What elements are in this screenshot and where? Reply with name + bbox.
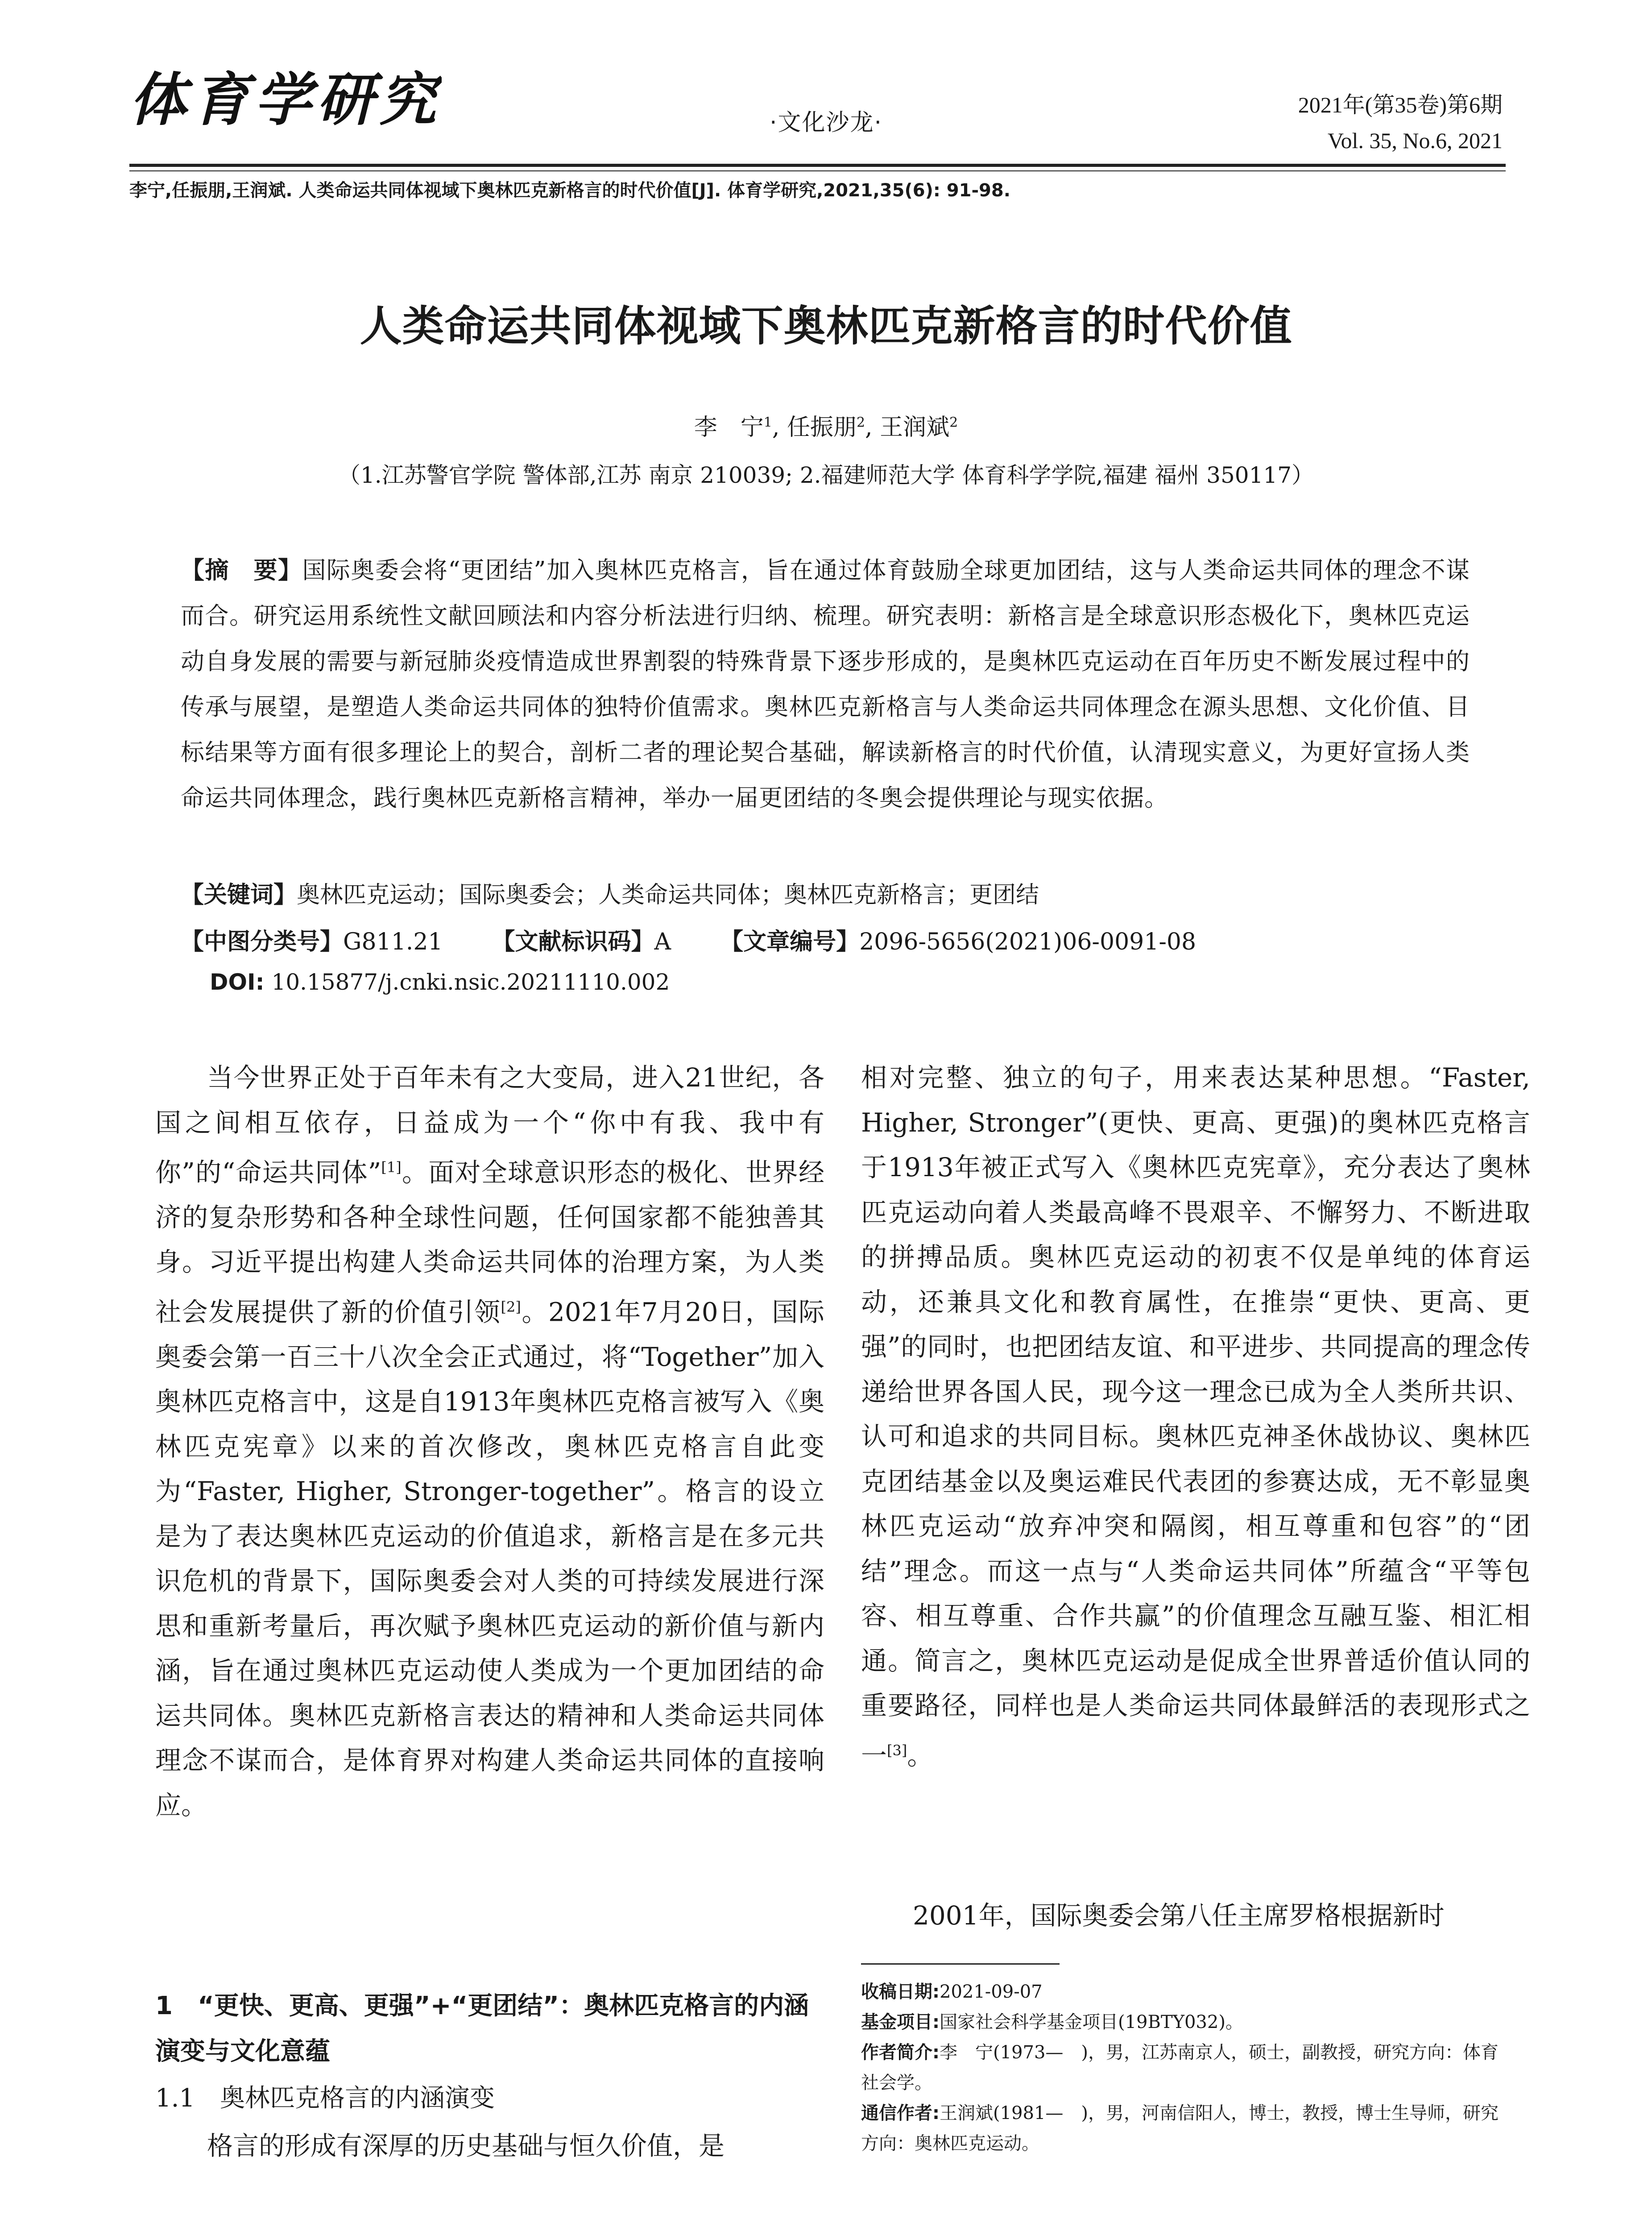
article-title: 人类命运共同体视域下奥林匹克新格言的时代价值: [360, 302, 1292, 351]
abstract-label: 【摘 要】: [181, 557, 302, 584]
abstract-text: 国际奥委会将“更团结”加入奥林匹克格言，旨在通过体育鼓励全球更加团结，这与人类命运共同体的理念不谋而合。研究运用系统性文献回顾法和内容分析法进行归纳、梳理。研究表明：新格言是全球意识形态极化下，奥林匹克运动自身发展的需要与新冠肺炎疫情造成世界割裂的特殊背景下逐步形成的，是奥林匹克运动在百年历史不断发展过程中的传承与展望，是塑造人类命运共同体的独特价值需求。奥林匹克新格言与人类命运共同体理念在源头思想、文化价值、目标结果等方面有很多理论上的契合，剖析二者的理论契合基础，解读新格言的时代价值，认清现实意义，为更好宣扬人类命运共同体理念，践行奥林匹克新格言精神，举办一届更团结的冬奥会提供理论与现实依据。: [181, 557, 1470, 812]
author-name: 李 宁: [694, 414, 764, 441]
section-name: ·文化沙龙·: [769, 109, 883, 136]
author-list: 李 宁$^1$, 任振朋$^2$, 王润斌$^2$: [694, 414, 958, 441]
reference-mark: [3]: [887, 1742, 907, 1759]
reference-mark: [1]: [381, 1159, 402, 1176]
body-paragraph: 格言的形成有深厚的历史基础与恒久价值，是: [207, 2131, 725, 2161]
svg-text:体育学研究: 体育学研究: [129, 67, 442, 133]
author-name: 王润斌: [880, 414, 950, 441]
doccode-value: A: [654, 929, 671, 955]
affiliations: （1.江苏警官学院 警体部,江苏 南京 210039; 2.福建师范大学 体育科学学院,福建 福州 350117）: [338, 462, 1314, 488]
reference-mark: [2]: [501, 1298, 521, 1315]
issue-cn: 2021年(第35卷)第6期: [1298, 92, 1503, 117]
doi-value: 10.15877/j.cnki.nsic.20211110.002: [271, 969, 670, 995]
body-paragraph: 相对完整、独立的句子，用来表达某种思想。“Faster, Higher, Stronger”(更快、更高、更强)的奥林匹克格言于1913年被正式写入《奥林匹克宪章》，充分表达了奥林匹克运动向着人类最高峰不畏艰辛、不懈努力、不断进取的拼搏品质。奥林匹克运动的初衷不仅是单纯的体育运动，还兼具文化和教育属性，在推崇“更快、更高、更强”的同时，也把团结友谊、和平进步、共同提高的理念传递给世界各国人民，现今这一理念已成为全人类所共识、认可和追求的共同目标。奥林匹克神圣休战协议、奥林匹克团结基金以及奥运难民代表团的参赛达成，无不彰显奥林匹克运动“放弃冲突和隔阂，相互尊重和包容”的“团结”理念。而这一点与“人类命运共同体”所蕴含“平等包容、相互尊重、合作共赢”的价值理念互融互鉴、相汇相通。简言之，奥林匹克运动是促成全世界普适价值认同的重要路径，同样也是人类命运共同体最鲜活的表现形式之一[3]。: [861, 1062, 1530, 1771]
header-rule: [129, 164, 1506, 167]
author-name: 任振朋: [787, 414, 857, 441]
body-paragraph: 2001年，国际奥委会第八任主席罗格根据新时: [913, 1900, 1445, 1931]
doi-label: DOI:: [210, 969, 265, 995]
section-heading: 1 “更快、更高、更强”+“更团结”：奥林匹克格言的内涵演变与文化意蕴: [155, 1991, 809, 2066]
body-column-right: [861, 1055, 1530, 1778]
author-affil-mark: 2: [856, 415, 865, 431]
classification-line: [181, 923, 1470, 956]
body-paragraph: 当今世界正处于百年未有之大变局，进入21世纪，各国之间相互依存，日益成为一个“你中有我、我中有你”的“命运共同体”[1]。面对全球意识形态的极化、世界经济的复杂形势和各种全球性问题，任何国家都不能独善其身。习近平提出构建人类命运共同体的治理方案，为人类社会发展提供了新的价值引领[2]。2021年7月20日，国际奥委会第一百三十八次全会正式通过，将“Together”加入奥林匹克格言中，这是自1913年奥林匹克格言被写入《奥林匹克宪章》以来的首次修改，奥林匹克格言自此变为“Faster, Higher, Stronger-together”。格言的设立是为了表达奥林匹克运动的价值追求，新格言是在多元共识危机的背景下，国际奥委会对人类的可持续发展进行深思和重新考量后，再次赋予奥林匹克运动的新价值与新内涵，旨在通过奥林匹克运动使人类成为一个更加团结的命运共同体。奥林匹克新格言表达的精神和人类命运共同体理念不谋而合，是体育界对构建人类命运共同体的直接响应。: [155, 1062, 824, 1820]
footnote-author-bio: 作者简介:李 宁(1973— )，男，江苏南京人，硕士，副教授，研究方向：体育社会学。: [861, 2042, 1499, 2093]
doccode-label: 【文献标识码】: [492, 929, 654, 955]
articleno-label: 【文章编号】: [720, 929, 860, 955]
header-rule-thin: [129, 170, 1506, 171]
footnote-rule: [861, 1963, 1060, 1965]
footnote-corresponding: 通信作者:王润斌(1981— )，男，河南信阳人，博士，教授，博士生导师，研究方向：奥林匹克运动。: [861, 2103, 1499, 2154]
citation-line: 李宁,任振朋,王润斌. 人类命运共同体视域下奥林匹克新格言的时代价值[J]. 体育学研究,2021,35(6): 91-98.: [129, 180, 1010, 201]
author-affil-mark: 2: [949, 415, 958, 431]
body-column-left: [155, 1055, 824, 1828]
subsection-heading: 1.1 奥林匹克格言的内涵演变: [155, 2084, 495, 2113]
footnotes: [861, 1977, 1506, 2159]
keywords-label: 【关键词】: [181, 882, 297, 908]
author-affil-mark: 1: [763, 415, 772, 431]
keywords-text: 奥林匹克运动；国际奥委会；人类命运共同体；奥林匹克新格言；更团结: [297, 882, 1039, 908]
issue-en: Vol. 35, No.6, 2021: [1327, 128, 1503, 153]
issue-info: [1298, 87, 1503, 158]
doi-line: [210, 969, 670, 995]
abstract: [181, 548, 1470, 821]
clc-value: G811.21: [343, 929, 443, 955]
footnote-funding: 基金项目:国家社会科学基金项目(19BTY032)。: [861, 2012, 1243, 2032]
clc-label: 【中图分类号】: [181, 929, 344, 955]
footnote-received: 收稿日期:2021-09-07: [861, 1982, 1043, 2002]
keywords: [181, 876, 1470, 909]
articleno-value: 2096-5656(2021)06-0091-08: [859, 929, 1197, 955]
